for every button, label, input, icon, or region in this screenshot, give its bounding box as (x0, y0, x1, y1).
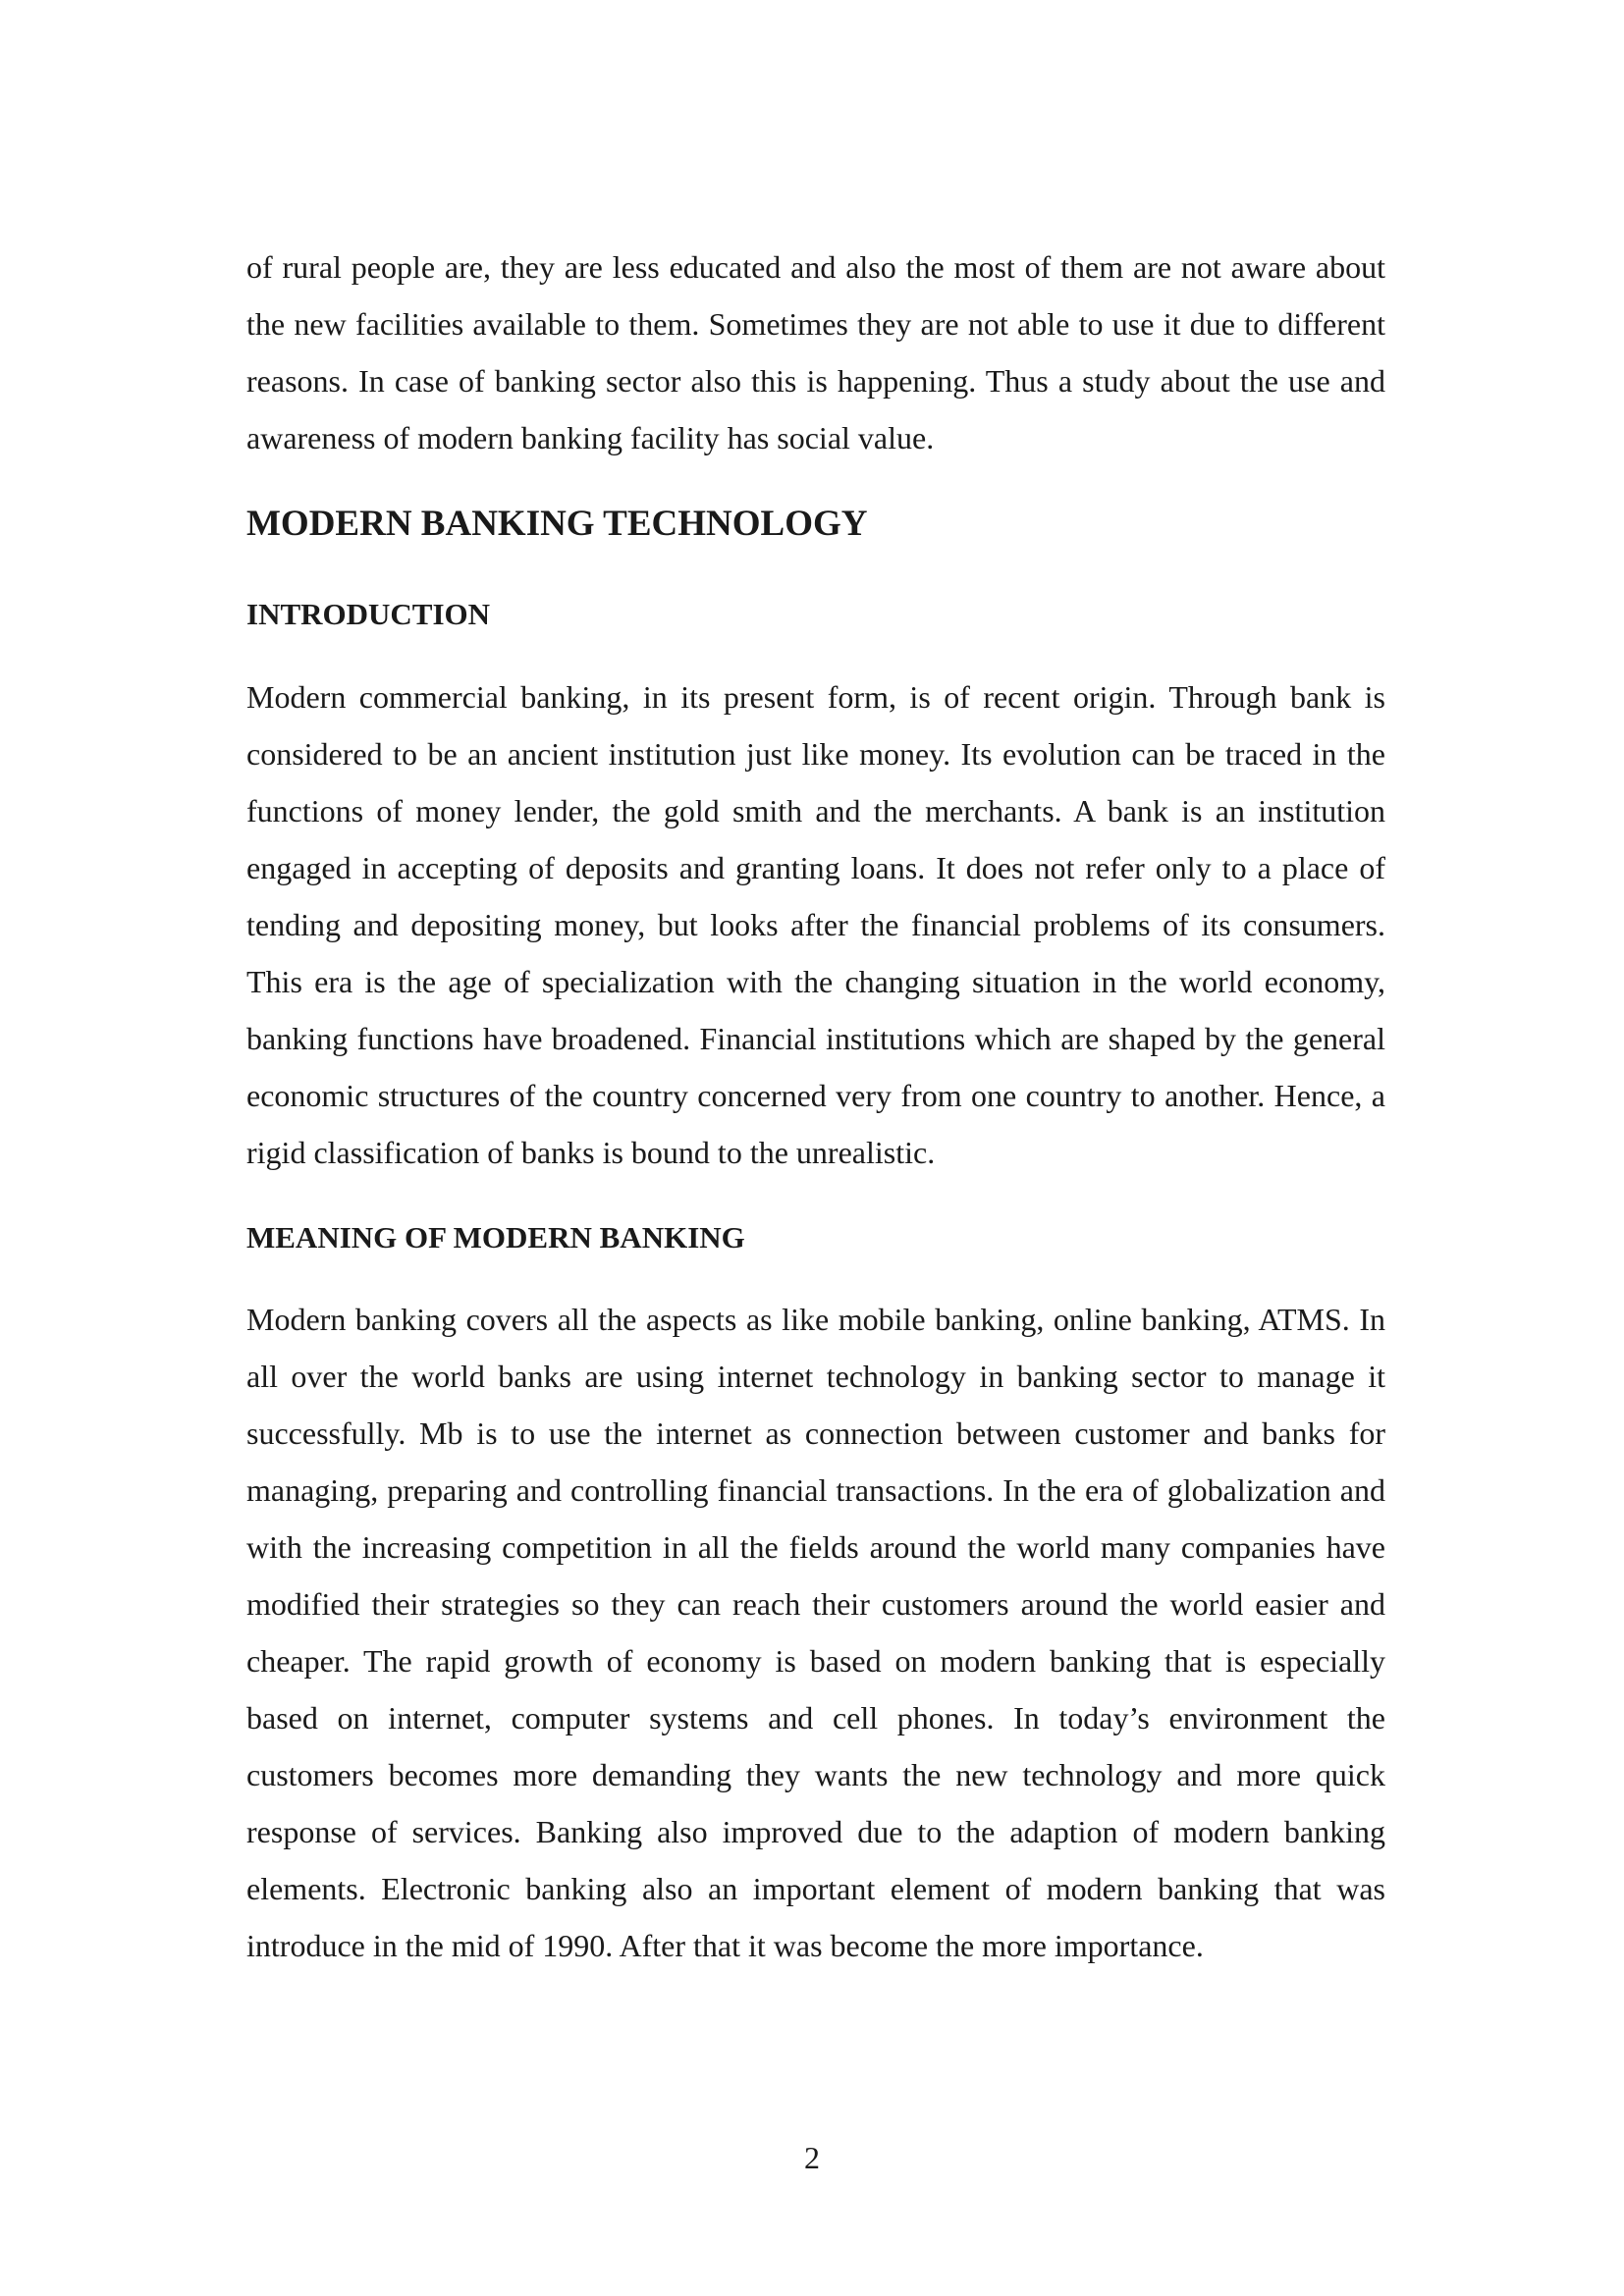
meaning-heading: MEANING OF MODERN BANKING (246, 1220, 745, 1255)
introduction-paragraph: Modern commercial banking, in its present form, is of recent origin. Through bank is considered to be an ancient institution just like money. Its evolution can be traced in the functions of money lender, the gold smith and the merchants. A bank is an institution engaged in accepting of deposits and granting loans. It does not refer only to a place of tending and depositing money, but looks after the financial problems of its consumers. This era is the age of specialization with the changing situation in the world economy, banking functions have broadened. Financial institutions which are shaped by the general economic structures of the country concerned very from one country to another. Hence, a rigid classification of banks is bound to the unrealistic. (246, 679, 1385, 1170)
continued-paragraph: of rural people are, they are less educated and also the most of them are not aware about the new facilities available to them. Sometimes they are not able to use it due to different reasons. In case of banking sector also this is happening. Thus a study about the use and awareness of modern banking facility has social value. (246, 249, 1385, 455)
meaning-paragraph: Modern banking covers all the aspects as like mobile banking, online banking, ATMS. In all over the world banks are using internet technology in banking sector to manage it successfully. Mb is to use the internet as connection between customer and banks for managing, preparing and controlling financial transactions. In the era of globalization and with the increasing competition in all the fields around the world many companies have modified their strategies so they can reach their customers around the world easier and cheaper. The rapid growth of economy is based on modern banking that is especially based on internet, computer systems and cell phones. In today’s environment the customers becomes more demanding they wants the new technology and more quick response of services. Banking also improved due to the adaption of modern banking elements. Electronic banking also an important element of modern banking that was introduce in the mid of 1990. After that it was become the more importance. (246, 1302, 1385, 1963)
section-title: MODERN BANKING TECHNOLOGY (246, 504, 868, 544)
introduction-heading: INTRODUCTION (246, 597, 491, 631)
page-number: 2 (804, 2140, 820, 2175)
